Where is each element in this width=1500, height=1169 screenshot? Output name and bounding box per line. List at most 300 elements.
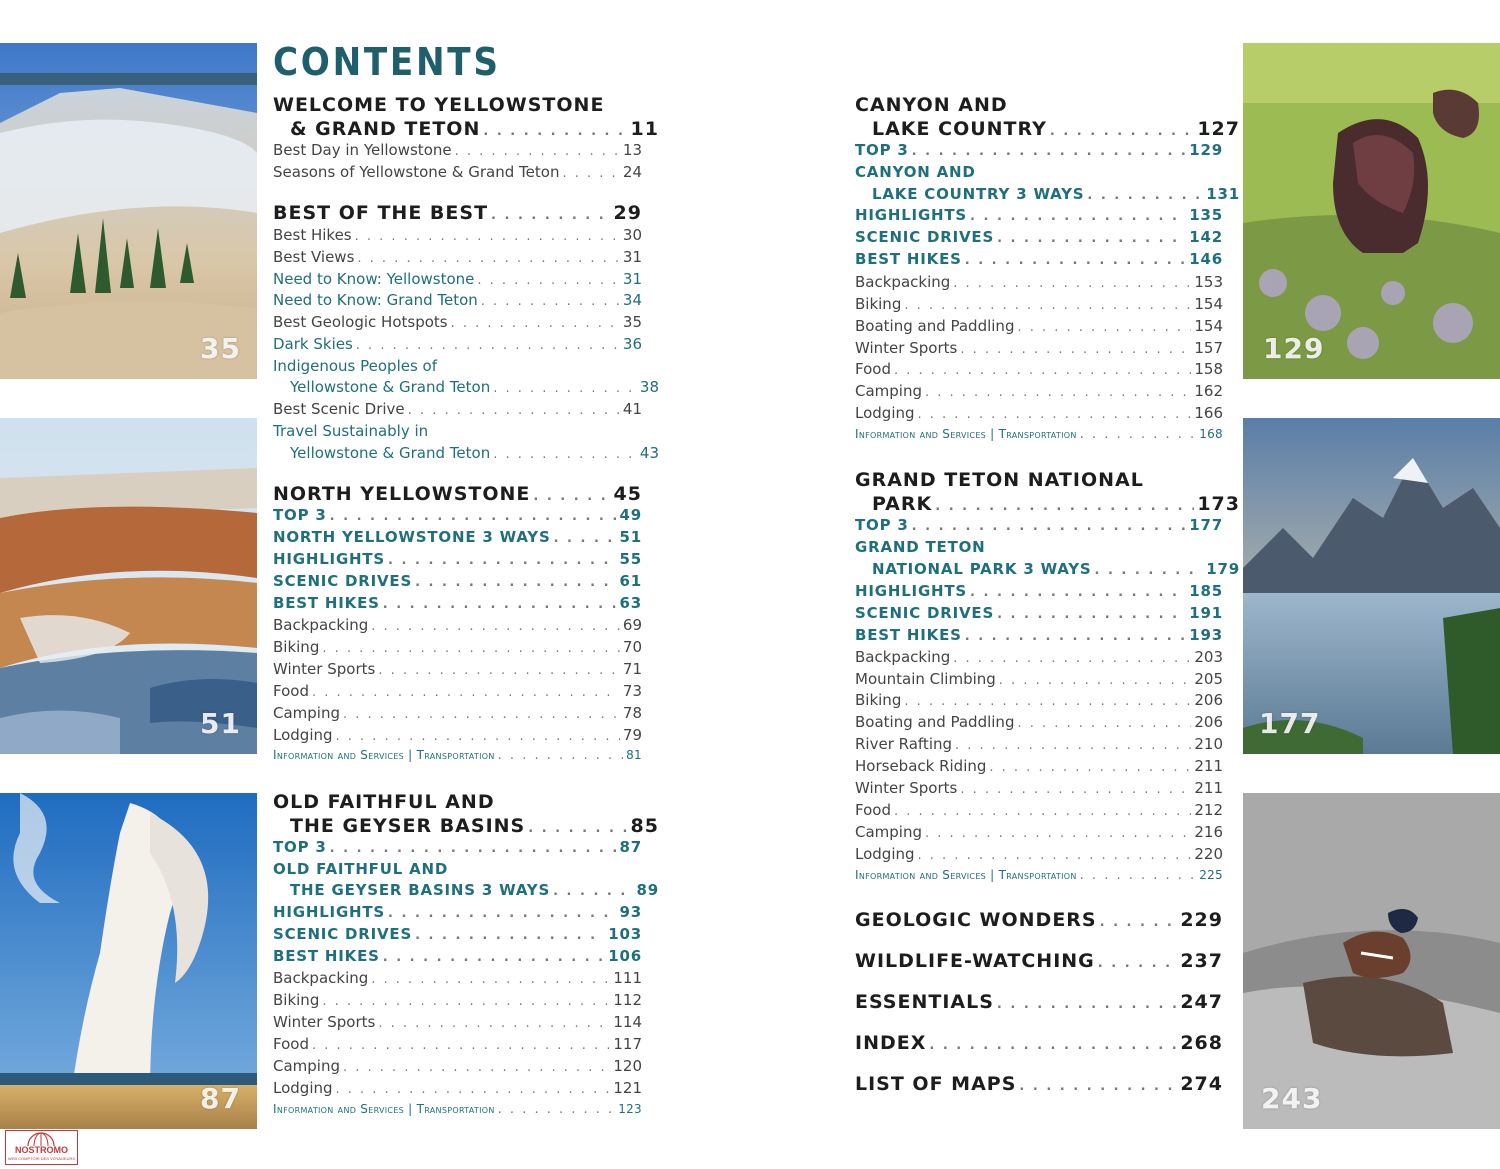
toc-entry-page: 73 bbox=[622, 682, 642, 700]
dot-leader bbox=[925, 826, 1191, 841]
toc-entry bbox=[855, 582, 1223, 604]
dot-leader bbox=[493, 381, 637, 396]
toc-entry-title: LAKE COUNTRY bbox=[872, 118, 1047, 140]
toc-entry-page: 185 bbox=[1189, 582, 1223, 600]
dot-leader bbox=[554, 531, 617, 546]
toc-entry bbox=[273, 335, 642, 357]
toc-entry-title: Camping bbox=[855, 382, 922, 400]
toc-right-column bbox=[855, 0, 1240, 1169]
toc-entry-page: 93 bbox=[619, 903, 642, 921]
toc-entry-page: 142 bbox=[1189, 228, 1223, 246]
toc-entry-page: 41 bbox=[622, 400, 642, 418]
dot-leader bbox=[383, 950, 606, 965]
toc-entry bbox=[855, 713, 1223, 735]
toc-entry-page: 205 bbox=[1194, 670, 1223, 688]
toc-entry bbox=[273, 1057, 642, 1079]
toc-entry-title: Lodging bbox=[273, 1079, 333, 1097]
toc-entry bbox=[855, 250, 1223, 272]
dot-leader bbox=[533, 489, 610, 504]
toc-entry bbox=[273, 1013, 642, 1035]
toc-entry bbox=[855, 845, 1223, 867]
dot-leader bbox=[336, 1082, 611, 1097]
toc-entry bbox=[855, 317, 1223, 339]
toc-entry-page: 30 bbox=[622, 226, 642, 244]
toc-entry-title: GRAND TETON bbox=[855, 538, 986, 556]
toc-entry-page: 123 bbox=[618, 1102, 642, 1116]
toc-entry-page: 79 bbox=[622, 726, 642, 744]
page-title: CONTENTS bbox=[273, 40, 501, 84]
toc-entry bbox=[273, 947, 642, 969]
toc-entry bbox=[855, 735, 1223, 757]
dot-leader bbox=[481, 294, 620, 309]
toc-entry-page: 173 bbox=[1197, 493, 1240, 515]
toc-entry-page: 103 bbox=[608, 925, 642, 943]
toc-entry-title: Food bbox=[273, 682, 309, 700]
toc-entry bbox=[273, 638, 642, 660]
toc-entry-page: 35 bbox=[622, 313, 642, 331]
toc-entry bbox=[855, 185, 1240, 207]
toc-entry-title: Horseback Riding bbox=[855, 757, 987, 775]
photo-page-number: 129 bbox=[1263, 332, 1325, 365]
toc-entry-page: 55 bbox=[619, 550, 642, 568]
dot-leader bbox=[970, 585, 1186, 600]
toc-entry-title: Winter Sports bbox=[273, 1013, 376, 1031]
dot-leader bbox=[960, 782, 1191, 797]
logo-tagline: WEB COMPTOIR DES VOYAGEURS bbox=[7, 1156, 76, 1161]
dot-leader bbox=[912, 144, 1187, 159]
dot-leader bbox=[322, 994, 610, 1009]
toc-entry bbox=[855, 1073, 1223, 1095]
photo-page-number: 87 bbox=[200, 1082, 241, 1115]
toc-entry-title: Biking bbox=[855, 691, 902, 709]
toc-entry-page: 212 bbox=[1194, 801, 1223, 819]
toc-entry-title: Lodging bbox=[855, 845, 915, 863]
toc-entry bbox=[273, 660, 642, 682]
logo-name: NOSTROMO bbox=[15, 1145, 68, 1155]
toc-entry-title: HIGHLIGHTS bbox=[855, 582, 968, 600]
dot-leader bbox=[918, 848, 1192, 863]
toc-entry-title: Best Hikes bbox=[273, 226, 352, 244]
toc-entry-title: CANYON AND bbox=[855, 94, 1008, 116]
dot-leader bbox=[330, 841, 617, 856]
dot-leader bbox=[989, 760, 1191, 775]
dot-leader bbox=[935, 499, 1194, 514]
dot-leader bbox=[357, 251, 620, 266]
dot-leader bbox=[1080, 427, 1197, 442]
toc-entry-page: 211 bbox=[1194, 757, 1223, 775]
dot-leader bbox=[997, 607, 1186, 622]
dot-leader bbox=[483, 124, 627, 139]
toc-entry bbox=[855, 493, 1240, 517]
toc-entry bbox=[273, 903, 642, 925]
toc-entry-page: 81 bbox=[626, 748, 642, 762]
dot-leader bbox=[491, 208, 611, 223]
toc-entry-title: BEST HIKES bbox=[855, 250, 962, 268]
toc-entry-title: OLD FAITHFUL AND bbox=[273, 860, 449, 878]
toc-entry-page: 153 bbox=[1194, 273, 1223, 291]
dot-leader bbox=[553, 884, 633, 899]
toc-entry-title: Indigenous Peoples of bbox=[273, 357, 438, 375]
dot-leader bbox=[918, 407, 1192, 422]
toc-entry-page: 114 bbox=[613, 1013, 642, 1031]
toc-entry bbox=[273, 791, 642, 815]
dot-leader bbox=[1050, 124, 1194, 139]
toc-entry-page: 135 bbox=[1189, 206, 1223, 224]
toc-entry-title: Information and Services | Transportation bbox=[855, 427, 1077, 441]
toc-entry-page: 43 bbox=[639, 444, 659, 462]
toc-entry-title: THE GEYSER BASINS 3 WAYS bbox=[290, 881, 551, 899]
toc-entry bbox=[855, 757, 1223, 779]
toc-entry bbox=[273, 815, 659, 839]
toc-entry bbox=[273, 860, 642, 882]
toc-entry-page: 38 bbox=[639, 378, 659, 396]
dot-leader bbox=[1095, 563, 1204, 578]
photo-bison-image bbox=[1243, 43, 1500, 379]
toc-entry-title: BEST HIKES bbox=[273, 594, 380, 612]
toc-entry bbox=[855, 626, 1223, 648]
toc-entry bbox=[273, 1102, 642, 1124]
dot-leader bbox=[894, 363, 1191, 378]
toc-entry bbox=[855, 779, 1223, 801]
toc-entry-page: 229 bbox=[1180, 909, 1223, 931]
photo-terraces-image bbox=[0, 418, 257, 754]
toc-entry-title: BEST OF THE BEST bbox=[273, 202, 489, 224]
toc-entry bbox=[855, 691, 1223, 713]
toc-entry bbox=[855, 94, 1223, 118]
toc-entry bbox=[855, 273, 1223, 295]
toc-entry bbox=[273, 682, 642, 704]
dot-leader bbox=[383, 597, 617, 612]
toc-entry-page: 78 bbox=[622, 704, 642, 722]
toc-entry bbox=[273, 118, 659, 142]
toc-entry-page: 29 bbox=[613, 202, 642, 224]
dot-leader bbox=[343, 1060, 610, 1075]
toc-entry-title: Dark Skies bbox=[273, 335, 353, 353]
dot-leader bbox=[960, 342, 1191, 357]
toc-entry-page: 154 bbox=[1194, 317, 1223, 335]
toc-entry bbox=[273, 226, 642, 248]
toc-entry bbox=[273, 550, 642, 572]
photo-hot-springs-image bbox=[0, 43, 257, 379]
dot-leader bbox=[371, 619, 620, 634]
toc-entry-page: 177 bbox=[1189, 516, 1223, 534]
toc-entry-title: BEST HIKES bbox=[855, 626, 962, 644]
photo-page-number: 243 bbox=[1261, 1082, 1323, 1115]
dot-leader bbox=[955, 738, 1191, 753]
dot-leader bbox=[312, 1038, 610, 1053]
toc-entry-page: 210 bbox=[1194, 735, 1223, 753]
photo-bison bbox=[1243, 43, 1500, 379]
toc-entry bbox=[855, 295, 1223, 317]
photo-geyser bbox=[0, 793, 257, 1129]
toc-entry-title: THE GEYSER BASINS bbox=[290, 815, 526, 837]
toc-entry-title: Backpacking bbox=[855, 273, 951, 291]
dot-leader bbox=[953, 651, 1191, 666]
toc-entry-page: 70 bbox=[622, 638, 642, 656]
toc-entry-title: Mountain Climbing bbox=[855, 670, 996, 688]
toc-entry-title: LIST OF MAPS bbox=[855, 1073, 1017, 1095]
dot-leader bbox=[925, 385, 1191, 400]
toc-entry-title: NATIONAL PARK 3 WAYS bbox=[872, 560, 1092, 578]
toc-entry bbox=[855, 1032, 1223, 1054]
toc-entry-title: Backpacking bbox=[855, 648, 951, 666]
toc-entry-title: TOP 3 bbox=[273, 506, 327, 524]
toc-entry-title: TOP 3 bbox=[855, 141, 909, 159]
toc-entry-title: Boating and Paddling bbox=[855, 713, 1015, 731]
dot-leader bbox=[355, 229, 620, 244]
toc-entry bbox=[273, 1079, 642, 1101]
toc-entry-page: 206 bbox=[1194, 691, 1223, 709]
toc-entry bbox=[273, 991, 642, 1013]
dot-leader bbox=[929, 1038, 1177, 1053]
toc-entry-title: NORTH YELLOWSTONE 3 WAYS bbox=[273, 528, 551, 546]
toc-entry-page: 146 bbox=[1189, 250, 1223, 268]
toc-entry-page: 129 bbox=[1189, 141, 1223, 159]
toc-entry-title: NORTH YELLOWSTONE bbox=[273, 483, 531, 505]
toc-entry bbox=[273, 528, 642, 550]
toc-entry-page: 203 bbox=[1194, 648, 1223, 666]
toc-entry-page: 162 bbox=[1194, 382, 1223, 400]
dot-leader bbox=[997, 231, 1186, 246]
toc-entry-page: 112 bbox=[613, 991, 642, 1009]
toc-entry-page: 61 bbox=[619, 572, 642, 590]
dot-leader bbox=[1017, 320, 1191, 335]
toc-entry-title: HIGHLIGHTS bbox=[273, 903, 386, 921]
photo-terraces bbox=[0, 418, 257, 754]
dot-leader bbox=[1019, 1079, 1177, 1094]
toc-entry-page: 216 bbox=[1194, 823, 1223, 841]
toc-entry-title: Boating and Paddling bbox=[855, 317, 1015, 335]
toc-entry bbox=[273, 141, 642, 163]
dot-leader bbox=[493, 447, 637, 462]
toc-entry-title: ESSENTIALS bbox=[855, 991, 994, 1013]
toc-entry bbox=[855, 469, 1223, 493]
toc-entry bbox=[855, 909, 1223, 931]
toc-entry-page: 111 bbox=[613, 969, 642, 987]
toc-entry bbox=[273, 506, 642, 528]
toc-entry-page: 131 bbox=[1206, 185, 1240, 203]
toc-entry-page: 106 bbox=[608, 947, 642, 965]
dot-leader bbox=[1100, 915, 1178, 930]
toc-entry-page: 225 bbox=[1199, 868, 1223, 882]
dot-leader bbox=[894, 804, 1191, 819]
toc-entry-page: 11 bbox=[630, 118, 659, 140]
dot-leader bbox=[970, 209, 1186, 224]
toc-entry-page: 247 bbox=[1180, 991, 1223, 1013]
photo-page-number: 177 bbox=[1259, 707, 1321, 740]
toc-entry-page: 51 bbox=[619, 528, 642, 546]
photo-page-number: 35 bbox=[200, 332, 241, 365]
toc-entry-page: 154 bbox=[1194, 295, 1223, 313]
toc-entry bbox=[855, 339, 1223, 361]
toc-entry bbox=[273, 202, 642, 226]
toc-entry-title: SCENIC DRIVES bbox=[273, 572, 413, 590]
toc-entry-page: 45 bbox=[613, 483, 642, 505]
toc-entry bbox=[273, 704, 642, 726]
toc-entry bbox=[855, 360, 1223, 382]
toc-entry-title: Information and Services | Transportation bbox=[273, 1102, 495, 1116]
toc-entry-title: Travel Sustainably in bbox=[273, 422, 429, 440]
toc-entry-title: Biking bbox=[855, 295, 902, 313]
dot-leader bbox=[528, 821, 627, 836]
toc-entry-page: 166 bbox=[1194, 404, 1223, 422]
toc-entry-page: 34 bbox=[622, 291, 642, 309]
dot-leader bbox=[498, 1102, 616, 1117]
toc-entry-title: Biking bbox=[273, 638, 320, 656]
toc-entry-page: 237 bbox=[1180, 950, 1223, 972]
toc-entry-title: Yellowstone & Grand Teton bbox=[290, 378, 491, 396]
dot-leader bbox=[378, 1016, 610, 1031]
dot-leader bbox=[904, 298, 1191, 313]
toc-entry-page: 274 bbox=[1180, 1073, 1223, 1095]
photo-duck bbox=[1243, 793, 1500, 1129]
toc-entry-title: Food bbox=[855, 360, 891, 378]
dot-leader bbox=[999, 673, 1192, 688]
toc-entry-title: OLD FAITHFUL AND bbox=[273, 791, 495, 813]
toc-entry bbox=[273, 483, 642, 507]
toc-entry bbox=[855, 991, 1223, 1013]
toc-entry-page: 179 bbox=[1206, 560, 1240, 578]
toc-entry-page: 158 bbox=[1194, 360, 1223, 378]
photo-duck-image bbox=[1243, 793, 1500, 1129]
toc-entry bbox=[273, 313, 642, 335]
toc-entry-page: 191 bbox=[1189, 604, 1223, 622]
toc-entry bbox=[273, 444, 659, 466]
photo-page-number: 51 bbox=[200, 707, 241, 740]
toc-entry bbox=[855, 648, 1223, 670]
dot-leader bbox=[356, 338, 620, 353]
toc-entry-title: PARK bbox=[872, 493, 933, 515]
toc-entry-title: Food bbox=[855, 801, 891, 819]
toc-entry-title: Best Day in Yellowstone bbox=[273, 141, 452, 159]
toc-entry-page: 120 bbox=[613, 1057, 642, 1075]
dot-leader bbox=[322, 641, 620, 656]
toc-entry-title: CANYON AND bbox=[855, 163, 976, 181]
toc-entry-title: Biking bbox=[273, 991, 320, 1009]
dot-leader bbox=[455, 144, 620, 159]
toc-entry-page: 13 bbox=[622, 141, 642, 159]
dot-leader bbox=[997, 997, 1177, 1012]
toc-entry-title: Best Geologic Hotspots bbox=[273, 313, 448, 331]
dot-leader bbox=[477, 273, 620, 288]
toc-entry-page: 87 bbox=[619, 838, 642, 856]
toc-entry-title: River Rafting bbox=[855, 735, 953, 753]
toc-entry-page: 220 bbox=[1194, 845, 1223, 863]
toc-entry-page: 31 bbox=[622, 270, 642, 288]
toc-entry bbox=[273, 291, 642, 313]
toc-entry-title: Backpacking bbox=[273, 969, 369, 987]
toc-entry-title: & GRAND TETON bbox=[290, 118, 481, 140]
toc-entry-title: Winter Sports bbox=[855, 779, 958, 797]
toc-entry-title: WELCOME TO YELLOWSTONE bbox=[273, 94, 605, 116]
toc-entry-page: 49 bbox=[619, 506, 642, 524]
toc-entry bbox=[273, 838, 642, 860]
dot-leader bbox=[415, 928, 605, 943]
toc-entry-title: Information and Services | Transportation bbox=[855, 868, 1077, 882]
dot-leader bbox=[498, 748, 623, 763]
toc-entry-title: WILDLIFE-WATCHING bbox=[855, 950, 1095, 972]
toc-entry bbox=[273, 1035, 642, 1057]
toc-entry-title: TOP 3 bbox=[273, 838, 327, 856]
toc-entry-page: 268 bbox=[1180, 1032, 1223, 1054]
toc-entry bbox=[273, 881, 659, 903]
dot-leader bbox=[343, 707, 620, 722]
toc-entry bbox=[855, 868, 1223, 890]
toc-entry bbox=[273, 422, 642, 444]
publisher-logo bbox=[5, 1130, 78, 1165]
toc-entry-title: SCENIC DRIVES bbox=[273, 925, 413, 943]
toc-entry-page: 117 bbox=[613, 1035, 642, 1053]
toc-entry-page: 63 bbox=[619, 594, 642, 612]
dot-leader bbox=[312, 685, 620, 700]
toc-entry bbox=[273, 357, 642, 379]
toc-entry bbox=[273, 270, 642, 292]
toc-entry bbox=[855, 228, 1223, 250]
toc-entry bbox=[273, 616, 642, 638]
toc-entry bbox=[273, 572, 642, 594]
toc-entry-title: TOP 3 bbox=[855, 516, 909, 534]
toc-entry-title: Lodging bbox=[273, 726, 333, 744]
toc-left-column bbox=[273, 0, 659, 1169]
toc-entry-title: Camping bbox=[273, 704, 340, 722]
toc-entry bbox=[855, 404, 1223, 426]
toc-entry-page: 127 bbox=[1197, 118, 1240, 140]
toc-entry bbox=[273, 594, 642, 616]
toc-entry bbox=[855, 206, 1223, 228]
dot-leader bbox=[1080, 868, 1197, 883]
toc-entry-title: GEOLOGIC WONDERS bbox=[855, 909, 1097, 931]
dot-leader bbox=[965, 629, 1187, 644]
toc-entry-page: 121 bbox=[613, 1079, 642, 1097]
photo-mountain-lake bbox=[1243, 418, 1500, 754]
toc-entry bbox=[855, 950, 1223, 972]
toc-entry-page: 193 bbox=[1189, 626, 1223, 644]
toc-entry bbox=[855, 560, 1240, 582]
dot-leader bbox=[378, 663, 620, 678]
toc-entry-title: Lodging bbox=[855, 404, 915, 422]
toc-entry-title: Food bbox=[273, 1035, 309, 1053]
dot-leader bbox=[451, 316, 620, 331]
dot-leader bbox=[562, 166, 619, 181]
toc-entry bbox=[273, 94, 642, 118]
toc-entry-page: 69 bbox=[622, 616, 642, 634]
toc-entry-title: Need to Know: Yellowstone bbox=[273, 270, 475, 288]
dot-leader bbox=[1017, 716, 1191, 731]
toc-entry bbox=[855, 427, 1223, 449]
photo-hot-springs bbox=[0, 43, 257, 379]
toc-entry bbox=[855, 141, 1223, 163]
dot-leader bbox=[965, 253, 1187, 268]
toc-entry-title: Need to Know: Grand Teton bbox=[273, 291, 478, 309]
toc-entry bbox=[273, 969, 642, 991]
toc-entry-title: BEST HIKES bbox=[273, 947, 380, 965]
toc-entry-page: 85 bbox=[630, 815, 659, 837]
toc-entry bbox=[855, 382, 1223, 404]
toc-entry-title: Information and Services | Transportation bbox=[273, 748, 495, 762]
toc-entry-title: HIGHLIGHTS bbox=[855, 206, 968, 224]
toc-entry-page: 71 bbox=[622, 660, 642, 678]
photo-geyser-image bbox=[0, 793, 257, 1129]
toc-entry bbox=[273, 726, 642, 748]
dot-leader bbox=[953, 276, 1191, 291]
toc-entry-title: HIGHLIGHTS bbox=[273, 550, 386, 568]
dot-leader bbox=[1098, 956, 1178, 971]
dot-leader bbox=[408, 403, 620, 418]
toc-entry-title: SCENIC DRIVES bbox=[855, 228, 995, 246]
toc-entry-page: 24 bbox=[622, 163, 642, 181]
toc-entry-title: Best Views bbox=[273, 248, 355, 266]
toc-entry-title: Backpacking bbox=[273, 616, 369, 634]
